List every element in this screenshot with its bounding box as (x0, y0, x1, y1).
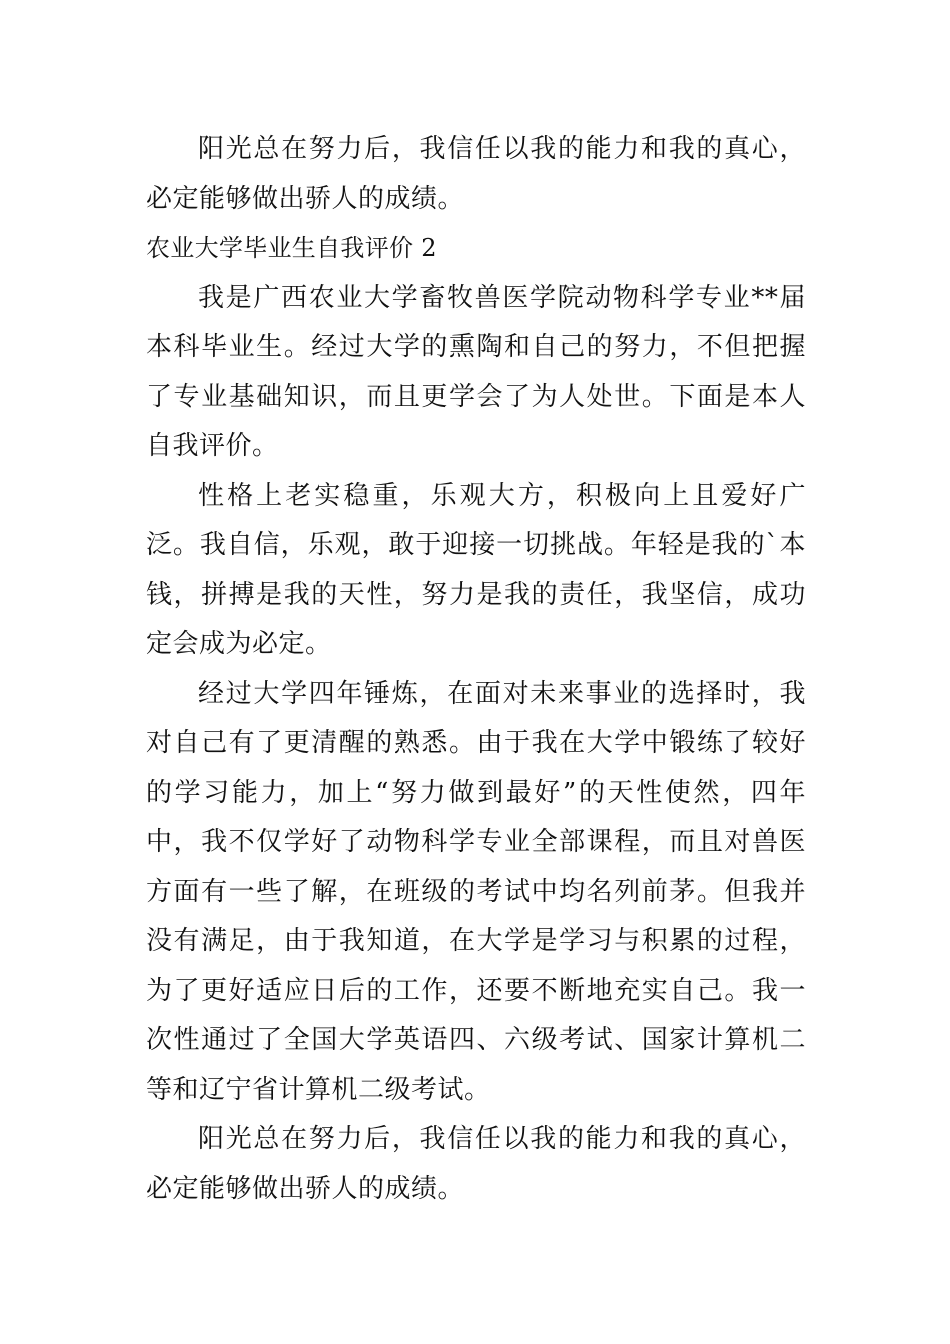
document-body (146, 125, 806, 1214)
section-heading: 农业大学毕业生自我评价 2 (146, 234, 437, 262)
paragraph-personality: 性格上老实稳重，乐观大方，积极向上且爱好广泛。我自信，乐观，敢于迎接一切挑战。年轻是我的`本钱，拼搏是我的天性，努力是我的责任，我坚信，成功定会成为必定。 (146, 480, 806, 659)
paragraph-study: 经过大学四年锤炼，在面对未来事业的选择时，我对自己有了更清醒的熟悉。由于我在大学中锻练了较好的学习能力，加上“努力做到最好”的天性使然，四年中，我不仅学好了动物科学专业全部课程，而且对兽医方面有一些了解，在班级的考试中均名列前茅。但我并没有满足，由于我知道，在大学是学习与积累的过程，为了更好适应日后的工作，还要不断地充实自己。我一次性通过了全国大学英语四、六级考试、国家计算机二等和辽宁省计算机二级考试。 (146, 678, 806, 1105)
paragraph-intro: 我是广西农业大学畜牧兽医学院动物科学专业**届本科毕业生。经过大学的熏陶和自己的努力，不但把握了专业基础知识，而且更学会了为人处世。下面是本人自我评价。 (146, 282, 806, 461)
paragraph-closing-1: 阳光总在努力后，我信任以我的能力和我的真心，必定能够做出骄人的成绩。 (146, 134, 806, 214)
paragraph-closing-2: 阳光总在努力后，我信任以我的能力和我的真心，必定能够做出骄人的成绩。 (146, 1124, 806, 1204)
